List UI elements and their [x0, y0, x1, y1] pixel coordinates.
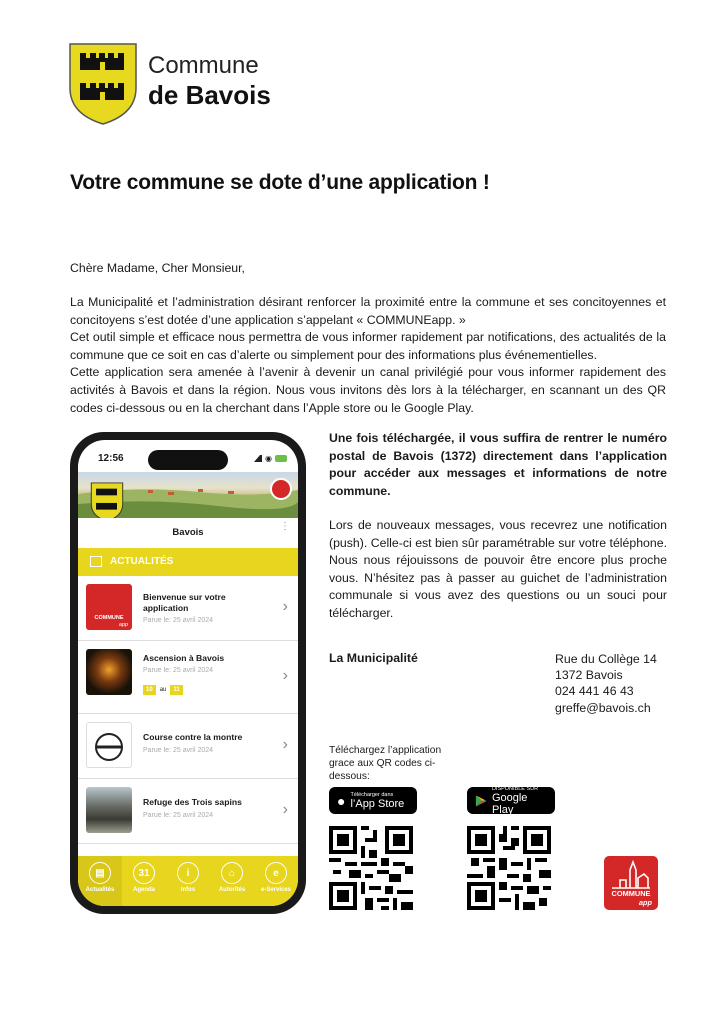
item-date: Parue le: 25 avril 2024	[143, 617, 214, 624]
greeting: Chère Madame, Cher Monsieur,	[70, 261, 245, 275]
address-phone: 024 441 46 43	[555, 684, 634, 699]
brand-commune: Commune	[148, 52, 259, 79]
velo-club-logo-icon	[87, 723, 131, 767]
bavois-coat-of-arms-icon	[68, 42, 138, 126]
info-icon: i	[177, 862, 199, 884]
bottom-tab-bar	[78, 856, 298, 906]
communeapp-thumb	[86, 584, 132, 630]
dynamic-island	[148, 450, 228, 470]
qr-code-app-store[interactable]	[329, 826, 413, 910]
instructions-bold: Une fois téléchargée, il vous suffira de rentrer le numéro postal de Bavois (1372) directement dans l’application pour accéder aux messages et informations de notre commune.	[329, 431, 667, 498]
tab-eservices[interactable]	[254, 862, 298, 893]
eservices-icon: e	[265, 862, 287, 884]
date-tag-end: 11	[170, 685, 182, 695]
google-play-badge[interactable]	[467, 787, 555, 814]
tab-actualites[interactable]	[78, 856, 122, 906]
page-header	[78, 518, 298, 549]
building-icon: ⌂	[221, 862, 243, 884]
velo-club-orbe-thumb	[86, 722, 132, 768]
item-title: Bienvenue sur votre application	[143, 592, 226, 613]
phone-mockup	[70, 432, 306, 914]
fireworks-thumb	[86, 649, 132, 695]
news-list	[78, 576, 298, 844]
page-title: Votre commune se dote d’une application !	[70, 171, 490, 194]
thumb-commune-text: COMMUNE	[94, 615, 124, 621]
brand-bavois: de Bavois	[148, 80, 271, 110]
app-coat-of-arms-icon	[90, 482, 124, 522]
chevron-right-icon: ›	[282, 736, 288, 753]
church-skyline-icon	[604, 860, 658, 890]
chevron-right-icon: ›	[282, 598, 288, 615]
paragraph-3: Cette application sera amenée à l’avenir à devenir un canal privilégié pour vous informer rapidement des activités à Bavois et dans la région. Nous vous invitons dès lors à la télécharger, en scannant un des QR codes ci-dessous ou en la cherchant dans l’Apple store ou le Google Play.	[70, 365, 666, 415]
section-title: ACTUALITÉS	[110, 556, 174, 567]
more-options-icon[interactable]: ⋮	[280, 521, 290, 532]
list-item[interactable]	[78, 576, 298, 641]
chevron-right-icon: ›	[282, 801, 288, 818]
address-email[interactable]: greffe@bavois.ch	[555, 700, 651, 715]
tab-label: Autorités	[218, 887, 246, 893]
date-tags	[143, 685, 183, 695]
date-tag-sep: au	[159, 687, 167, 693]
google-play-icon	[475, 794, 487, 808]
list-item[interactable]	[78, 779, 298, 844]
phone-screen	[78, 440, 298, 906]
logo-commune-text: COMMUNE	[611, 889, 651, 898]
paragraph-2: Cet outil simple et efficace nous permettra de vous informer rapidement par notifications, des actualités de la commune que ce soit en cas d’alerte ou simplement pour des informations plus événementielles.	[70, 330, 666, 362]
item-title: Ascension à Bavois	[143, 653, 225, 663]
signature: La Municipalité	[329, 651, 418, 665]
tab-label: e-Services	[260, 887, 292, 893]
communeapp-logo	[604, 856, 658, 910]
refuge-thumb	[86, 787, 132, 833]
qr-code-google-play[interactable]	[467, 826, 551, 910]
battery-icon	[275, 455, 287, 462]
status-icons	[254, 454, 288, 463]
apple-icon: ●	[337, 792, 346, 809]
item-date: Parue le: 25 avril 2024	[143, 667, 214, 674]
app-store-badge[interactable]	[329, 787, 417, 814]
wifi-icon: ◉	[265, 454, 272, 463]
download-text: Téléchargez l’application grace aux QR codes ci-dessous:	[329, 745, 442, 782]
tab-label: Actualités	[85, 887, 115, 893]
status-time: 12:56	[98, 453, 124, 464]
address-city: 1372 Bavois	[555, 668, 623, 683]
tab-label: Agenda	[132, 887, 155, 893]
news-icon	[90, 556, 102, 567]
tab-agenda[interactable]	[122, 862, 166, 893]
tab-autorites[interactable]	[210, 862, 254, 893]
item-date: Parue le: 25 avril 2024	[143, 747, 214, 754]
item-title: Course contre la montre	[143, 732, 243, 742]
news-tab-icon: ▤	[89, 862, 111, 884]
phone-page-title: Bavois	[172, 527, 204, 538]
item-title: Refuge des Trois sapins	[143, 797, 242, 807]
gplay-small-label: DISPONIBLE SUR	[491, 785, 539, 792]
item-date: Parue le: 25 avril 2024	[143, 812, 214, 819]
date-tag-start: 10	[143, 685, 156, 695]
tab-infos[interactable]	[166, 862, 210, 893]
communeapp-round-icon	[270, 478, 292, 500]
letter-body	[70, 294, 666, 417]
calendar-icon: 31	[133, 862, 155, 884]
list-item[interactable]	[78, 641, 298, 714]
gplay-big-label: Google Play	[491, 791, 528, 816]
signal-icon	[254, 455, 262, 462]
address-street: Rue du Collège 14	[555, 652, 657, 666]
logo-app-text: app	[638, 898, 652, 907]
appstore-small-label: Télécharger dans	[350, 791, 394, 798]
address-block	[555, 651, 657, 716]
paragraph-1: La Municipalité et l’administration désirant renforcer la proximité entre la commune et ses concitoyennes et concitoyens s’est dotée d’une application s’appelant « COMMUNEapp. »	[70, 295, 666, 327]
chevron-right-icon: ›	[282, 667, 288, 684]
section-header	[78, 548, 298, 576]
thumb-app-text: app	[118, 622, 128, 628]
appstore-big-label: l’App Store	[350, 797, 405, 810]
notification-paragraph: Lors de nouveaux messages, vous recevrez une notification (push). Celle-ci est bien sûr paramétrable sur votre téléphone. Nous nous réjouissons de pouvoir être encore plus proche vous. N’hésitez pas à passer au guichet de l’administration communale si vous avez des questions ou un souci pour télécharger.	[329, 518, 667, 620]
tab-label: Infos	[180, 887, 196, 893]
list-item[interactable]	[78, 714, 298, 779]
